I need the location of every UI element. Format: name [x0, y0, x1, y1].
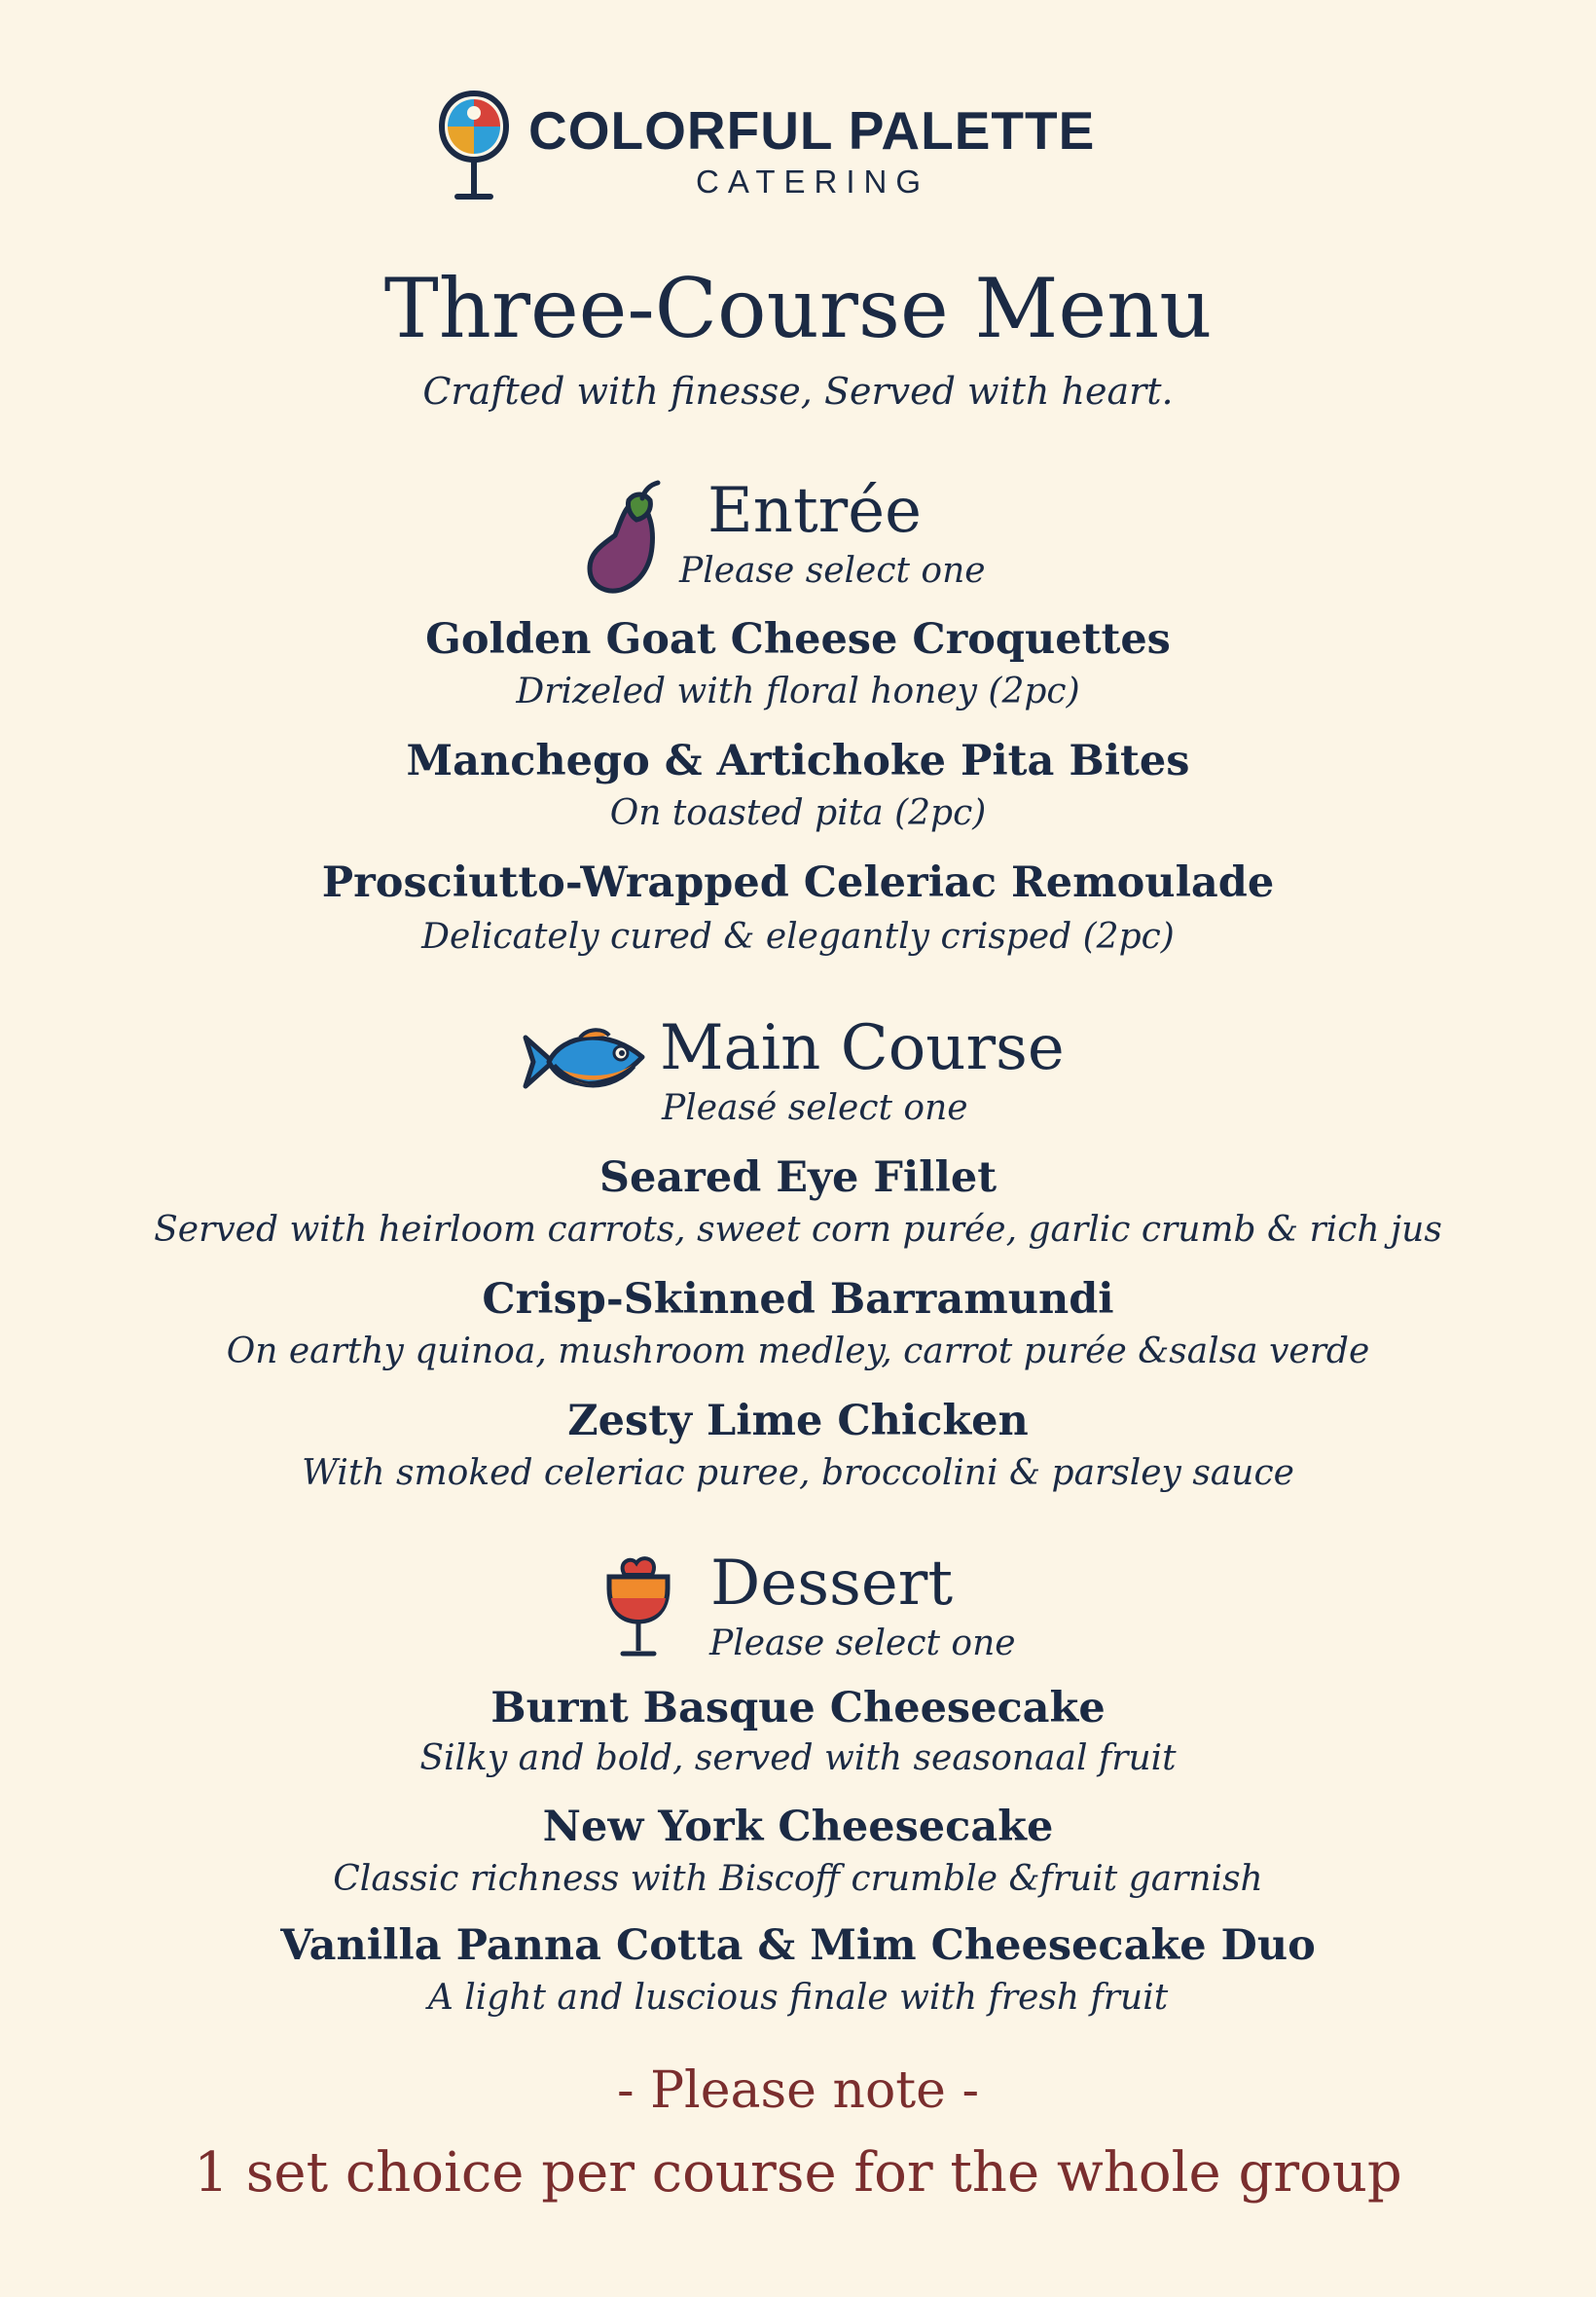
menu-item-name: Manchego & Artichoke Pita Bites	[406, 737, 1190, 785]
menu-item-description: Served with heirloom carrots, sweet corn purée, garlic crumb & rich jus	[154, 1210, 1442, 1250]
dessert-glass-icon	[603, 1553, 673, 1660]
menu-item-name: New York Cheesecake	[542, 1803, 1054, 1851]
note-title: - Please note -	[616, 2061, 980, 2120]
section-title-entree: Entrée	[707, 475, 922, 547]
menu-item-name: Zesty Lime Chicken	[567, 1397, 1029, 1445]
menu-item-description: On earthy quinoa, mushroom medley, carrot purée &salsa verde	[226, 1331, 1370, 1371]
menu-item-name: Vanilla Panna Cotta & Mim Cheesecake Duo	[280, 1921, 1316, 1970]
eggplant-icon	[582, 479, 668, 600]
brand-subtitle: CATERING	[696, 164, 930, 200]
fish-icon	[520, 1020, 648, 1104]
menu-item-description: Drizeled with floral honey (2pc)	[516, 672, 1080, 711]
menu-item-name: Golden Goat Cheese Croquettes	[425, 615, 1171, 664]
note-text: 1 set choice per course for the whole group	[194, 2141, 1402, 2205]
menu-item-description: With smoked celeriac puree, broccolini & parsley sauce	[302, 1453, 1294, 1493]
section-subtitle-main-course: Pleasé select one	[662, 1088, 968, 1128]
menu-title: Three-Course Menu	[383, 261, 1213, 356]
wine-glass-palette-icon	[436, 86, 512, 206]
menu-item-name: Prosciutto-Wrapped Celeriac Remoulade	[321, 858, 1275, 907]
menu-item-description: Delicately cured & elegantly crisped (2pc)	[421, 917, 1175, 957]
menu-item-description: Classic richness with Biscoff crumble &fruit garnish	[333, 1859, 1263, 1899]
section-subtitle-entree: Please select one	[679, 551, 986, 591]
menu-item-description: On toasted pita (2pc)	[609, 793, 987, 833]
menu-item-name: Burnt Basque Cheesecake	[490, 1684, 1106, 1732]
menu-tagline: Crafted with finesse, Served with heart.	[422, 370, 1174, 413]
brand-name: COLORFUL PALETTE	[528, 100, 1096, 161]
menu-item-name: Seared Eye Fillet	[598, 1153, 998, 1202]
menu-item-description: Silky and bold, served with seasonaal fruit	[419, 1738, 1177, 1778]
section-title-dessert: Dessert	[710, 1548, 954, 1620]
section-subtitle-dessert: Please select one	[709, 1623, 1016, 1663]
menu-item-name: Crisp-Skinned Barramundi	[482, 1275, 1114, 1324]
menu-item-description: A light and luscious finale with fresh fruit	[427, 1978, 1169, 2018]
section-title-main-course: Main Course	[660, 1012, 1065, 1084]
